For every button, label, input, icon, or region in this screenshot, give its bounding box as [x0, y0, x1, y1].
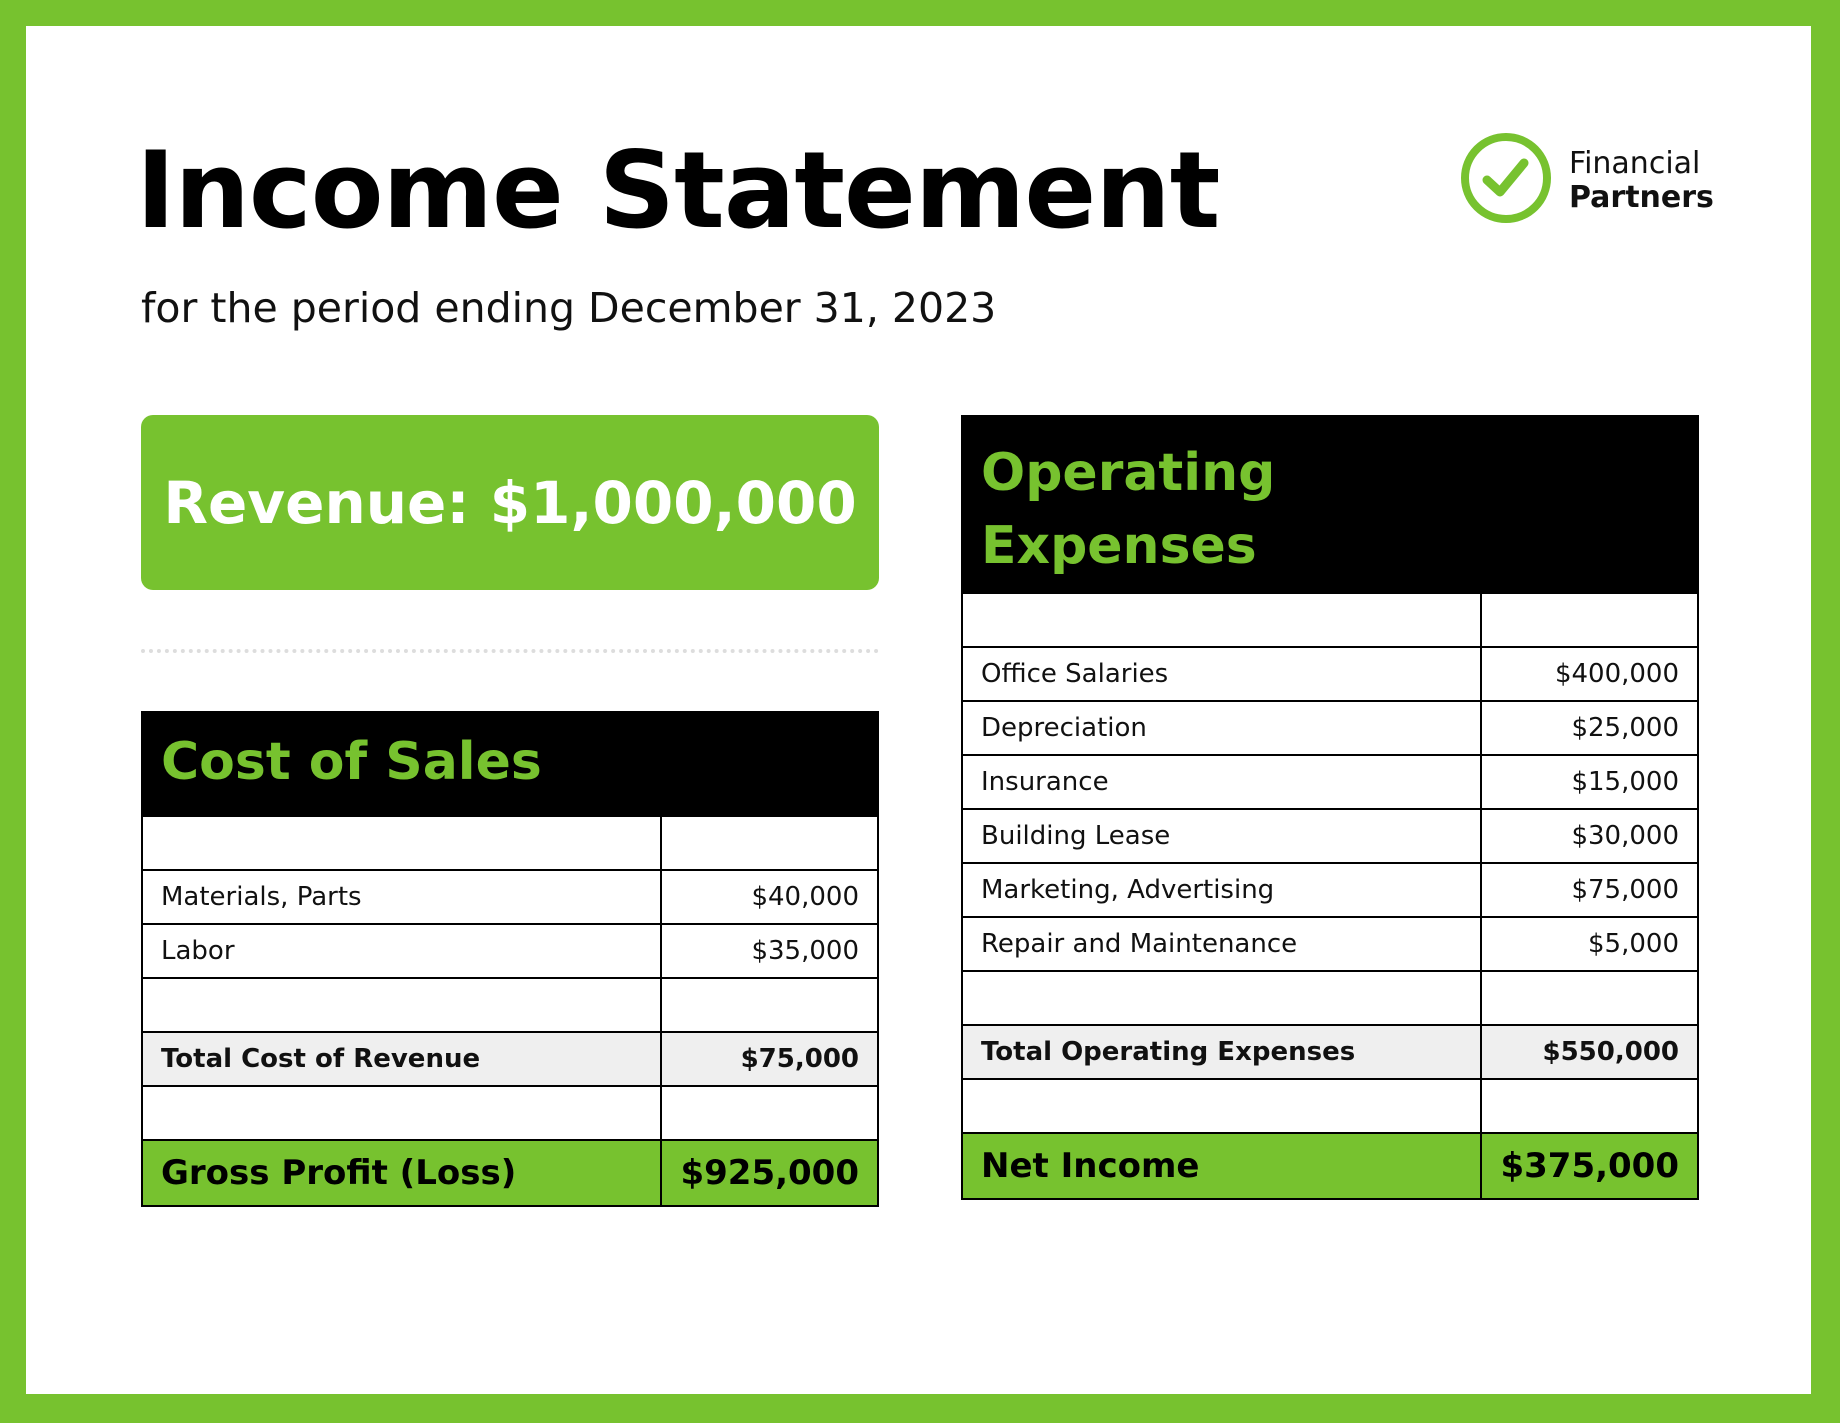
total-label: Total Operating Expenses [962, 1025, 1481, 1079]
table-row [962, 809, 1698, 863]
row-label: Repair and Maintenance [962, 917, 1481, 971]
row-amount [661, 978, 878, 1032]
page-title: Income Statement [136, 129, 1220, 252]
row-amount: $400,000 [1481, 647, 1698, 701]
row-amount [1481, 593, 1698, 647]
operating-expenses-title-line2: Expenses [981, 515, 1257, 576]
spacer-row [962, 1079, 1698, 1133]
row-label: Insurance [962, 755, 1481, 809]
row-label [142, 1086, 661, 1140]
table-row [962, 593, 1698, 647]
row-label: Marketing, Advertising [962, 863, 1481, 917]
operating-expenses-title-line1: Operating [981, 443, 1276, 503]
row-label: Building Lease [962, 809, 1481, 863]
table-row [142, 816, 878, 870]
cost-of-sales-panel [141, 711, 879, 1207]
row-amount: $5,000 [1481, 917, 1698, 971]
logo-text-line2: Partners [1569, 180, 1714, 215]
table-row [962, 917, 1698, 971]
table-row [962, 863, 1698, 917]
table-row [962, 971, 1698, 1025]
table-row [962, 755, 1698, 809]
section-divider [141, 649, 879, 653]
operating-expenses-title [961, 415, 1699, 592]
row-label: Labor [142, 924, 661, 978]
row-amount: $30,000 [1481, 809, 1698, 863]
net-income-amount: $375,000 [1481, 1133, 1698, 1199]
revenue-banner: Revenue: $1,000,000 [141, 415, 879, 590]
gross-profit-row [142, 1140, 878, 1206]
gross-profit-label: Gross Profit (Loss) [142, 1140, 661, 1206]
check-circle-icon [1458, 130, 1554, 226]
row-label: Office Salaries [962, 647, 1481, 701]
row-label [962, 971, 1481, 1025]
table-row [142, 924, 878, 978]
spacer-row [142, 1086, 878, 1140]
gross-profit-amount: $925,000 [661, 1140, 878, 1206]
row-amount: $25,000 [1481, 701, 1698, 755]
income-statement-page [26, 26, 1811, 1394]
row-amount [661, 816, 878, 870]
row-amount: $75,000 [1481, 863, 1698, 917]
row-amount: $40,000 [661, 870, 878, 924]
row-label [962, 593, 1481, 647]
row-amount [661, 1086, 878, 1140]
net-income-label: Net Income [962, 1133, 1481, 1199]
table-row [962, 647, 1698, 701]
row-label [142, 978, 661, 1032]
cost-of-sales-title: Cost of Sales [141, 711, 879, 815]
company-logo [1458, 130, 1778, 230]
total-amount: $75,000 [661, 1032, 878, 1086]
total-amount: $550,000 [1481, 1025, 1698, 1079]
cost-of-sales-table [141, 815, 879, 1207]
total-label: Total Cost of Revenue [142, 1032, 661, 1086]
row-label: Depreciation [962, 701, 1481, 755]
total-row [142, 1032, 878, 1086]
row-label: Materials, Parts [142, 870, 661, 924]
row-amount [1481, 1079, 1698, 1133]
row-amount [1481, 971, 1698, 1025]
row-amount: $35,000 [661, 924, 878, 978]
row-amount: $15,000 [1481, 755, 1698, 809]
table-row [962, 701, 1698, 755]
total-row [962, 1025, 1698, 1079]
row-label [142, 816, 661, 870]
logo-text-line1: Financial [1569, 146, 1701, 181]
period-subtitle: for the period ending December 31, 2023 [141, 284, 997, 332]
net-income-row [962, 1133, 1698, 1199]
table-row [142, 870, 878, 924]
table-row [142, 978, 878, 1032]
row-label [962, 1079, 1481, 1133]
operating-expenses-table [961, 592, 1699, 1200]
operating-expenses-panel [961, 415, 1699, 1200]
